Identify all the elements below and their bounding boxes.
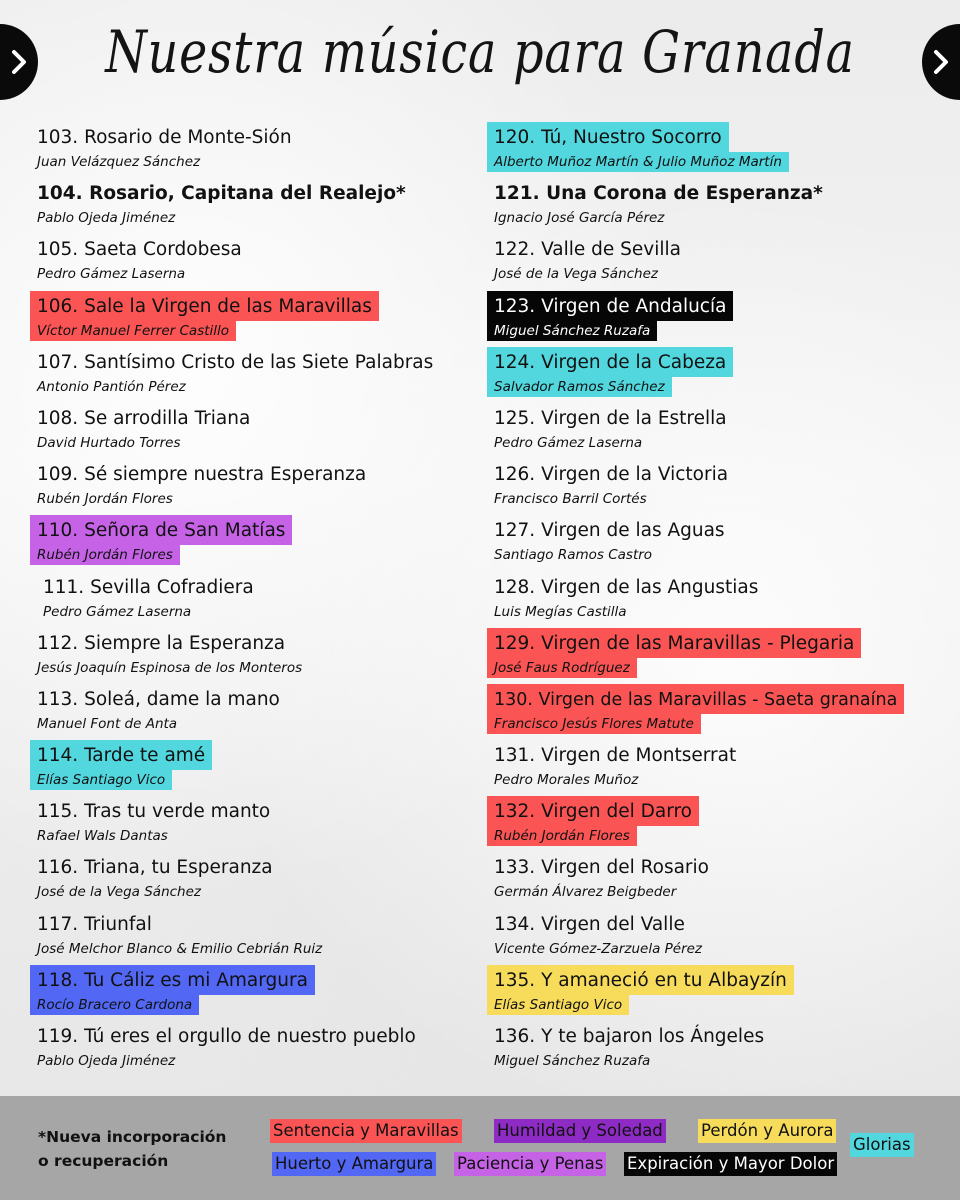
song-author: Rocío Bracero Cardona [30,995,199,1015]
song-title: 127. Virgen de las Aguas [494,520,725,542]
list-item [487,515,957,571]
song-title: 116. Triana, tu Esperanza [37,857,273,879]
previous-button[interactable] [0,24,38,100]
list-item [487,347,957,403]
song-author: Jesús Joaquín Espinosa de los Monteros [37,659,303,676]
song-author: José Melchor Blanco & Emilio Cebrián Ruiz [37,940,323,957]
list-item [30,1021,500,1077]
list-item [487,628,957,684]
song-title: 103. Rosario de Monte-Sión [37,127,292,148]
song-author: Pedro Morales Muñoz [494,772,639,789]
list-item [30,459,500,515]
song-author: Vicente Gómez-Zarzuela Pérez [494,940,703,957]
list-item [30,852,500,908]
list-item [30,347,500,403]
song-author: Miguel Sánchez Ruzafa [494,1053,651,1069]
list-item [487,796,957,852]
song-author: Rubén Jordán Flores [37,491,173,508]
list-item [487,572,957,628]
list-item [30,740,500,796]
next-button[interactable] [922,24,960,100]
list-item [487,178,957,234]
song-author: José de la Vega Sánchez [37,884,202,901]
song-author: Pedro Gámez Laserna [494,434,643,451]
song-author: Elías Santiago Vico [487,995,629,1015]
song-title: 122. Valle de Sevilla [494,239,682,261]
list-item [487,684,957,740]
song-title: 130. Virgen de las Maravillas - Saeta granaína [487,684,904,714]
chevron-right-icon [926,47,956,77]
song-title: 123. Virgen de Andalucía [487,291,733,321]
list-item [30,965,500,1021]
song-title: 121. Una Corona de Esperanza* [494,183,823,205]
list-item [30,291,500,347]
song-title: 117. Triunfal [37,913,152,935]
legend-humildad: Humildad y Soledad [494,1119,666,1143]
song-title: 133. Virgen del Rosario [494,857,709,879]
legend-footer [0,1096,960,1200]
song-author: Pedro Gámez Laserna [43,603,192,620]
list-item [30,909,500,965]
song-author: Pablo Ojeda Jiménez [37,1053,176,1069]
song-title: 115. Tras tu verde manto [37,801,271,823]
chevron-right-icon [4,47,34,77]
song-author: Santiago Ramos Castro [494,547,653,564]
song-title: 135. Y amaneció en tu Albayzín [487,965,794,995]
song-author: Juan Velázquez Sánchez [37,154,201,170]
list-item [30,628,500,684]
song-author: Alberto Muñoz Martín & Julio Muñoz Martín [487,152,789,172]
song-title: 131. Virgen de Montserrat [494,745,737,767]
song-author: Rafael Wals Dantas [37,828,168,845]
legend-huerto: Huerto y Amargura [272,1152,436,1176]
song-title: 109. Sé siempre nuestra Esperanza [37,464,367,486]
song-author: David Hurtado Torres [37,434,181,451]
song-author: Elías Santiago Vico [30,770,172,790]
legend-glorias: Glorias [850,1133,914,1157]
song-author: Pedro Gámez Laserna [37,266,186,283]
song-title: 110. Señora de San Matías [30,515,292,545]
new-addition-note [38,1125,258,1173]
song-author: Ignacio José García Pérez [494,210,665,227]
song-author: Víctor Manuel Ferrer Castillo [30,321,236,341]
song-title: 124. Virgen de la Cabeza [487,347,733,377]
song-author: José de la Vega Sánchez [494,266,659,283]
list-item [30,572,500,628]
list-item [487,852,957,908]
song-title: 132. Virgen del Darro [487,796,699,826]
song-author: Francisco Jesús Flores Matute [487,714,701,734]
song-title: 136. Y te bajaron los Ángeles [494,1026,765,1047]
list-item [30,122,500,178]
song-author: Rubén Jordán Flores [30,545,180,565]
list-item [487,459,957,515]
song-author: Pablo Ojeda Jiménez [37,210,176,227]
list-item [30,796,500,852]
list-item [30,515,500,571]
list-item [487,122,957,178]
song-title: 120. Tú, Nuestro Socorro [487,122,729,152]
list-item [30,403,500,459]
list-item [30,178,500,234]
song-title: 107. Santísimo Cristo de las Siete Palabras [37,351,434,373]
list-item [30,684,500,740]
legend-paciencia: Paciencia y Penas [454,1152,606,1176]
song-title: 129. Virgen de las Maravillas - Plegaria [487,628,861,658]
song-title: 106. Sale la Virgen de las Maravillas [30,291,379,321]
list-item [487,965,957,1021]
song-title: 119. Tú eres el orgullo de nuestro pueblo [37,1026,416,1047]
song-author: Francisco Barril Cortés [494,491,647,508]
song-title: 113. Soleá, dame la mano [37,688,280,710]
list-item [487,403,957,459]
list-item [487,740,957,796]
song-author: Miguel Sánchez Ruzafa [487,321,657,341]
legend-expiracion: Expiración y Mayor Dolor [624,1152,837,1176]
legend-perdon: Perdón y Aurora [698,1119,836,1143]
song-author: Rubén Jordán Flores [487,826,637,846]
song-author: Antonio Pantión Pérez [37,378,186,395]
list-item [487,1021,957,1077]
song-author: José Faus Rodríguez [487,658,637,678]
legend-sentencia: Sentencia y Maravillas [270,1119,462,1143]
song-title: 134. Virgen del Valle [494,913,685,935]
list-item [487,234,957,290]
song-title: 111. Sevilla Cofradiera [43,576,254,598]
song-title: 112. Siempre la Esperanza [37,632,286,654]
song-author: Luis Megías Castilla [494,603,627,620]
song-title: 108. Se arrodilla Triana [37,407,251,429]
song-author: Salvador Ramos Sánchez [487,377,672,397]
song-title: 114. Tarde te amé [30,740,212,770]
song-title: 118. Tu Cáliz es mi Amargura [30,965,315,995]
list-item [30,234,500,290]
note-line: o recuperación [38,1152,169,1170]
list-item [487,291,957,347]
song-author: Manuel Font de Anta [37,715,178,732]
song-list-right [487,122,957,1077]
song-author: Germán Álvarez Beigbeder [494,884,677,901]
song-list-left [30,122,500,1077]
song-title: 125. Virgen de la Estrella [494,407,727,429]
page-title: Nuestra música para Granada [105,18,855,86]
song-title: 126. Virgen de la Victoria [494,464,729,486]
song-title: 128. Virgen de las Angustias [494,576,759,598]
song-title: 104. Rosario, Capitana del Realejo* [37,183,406,205]
list-item [487,909,957,965]
note-line: *Nueva incorporación [38,1128,227,1146]
song-title: 105. Saeta Cordobesa [37,239,242,261]
